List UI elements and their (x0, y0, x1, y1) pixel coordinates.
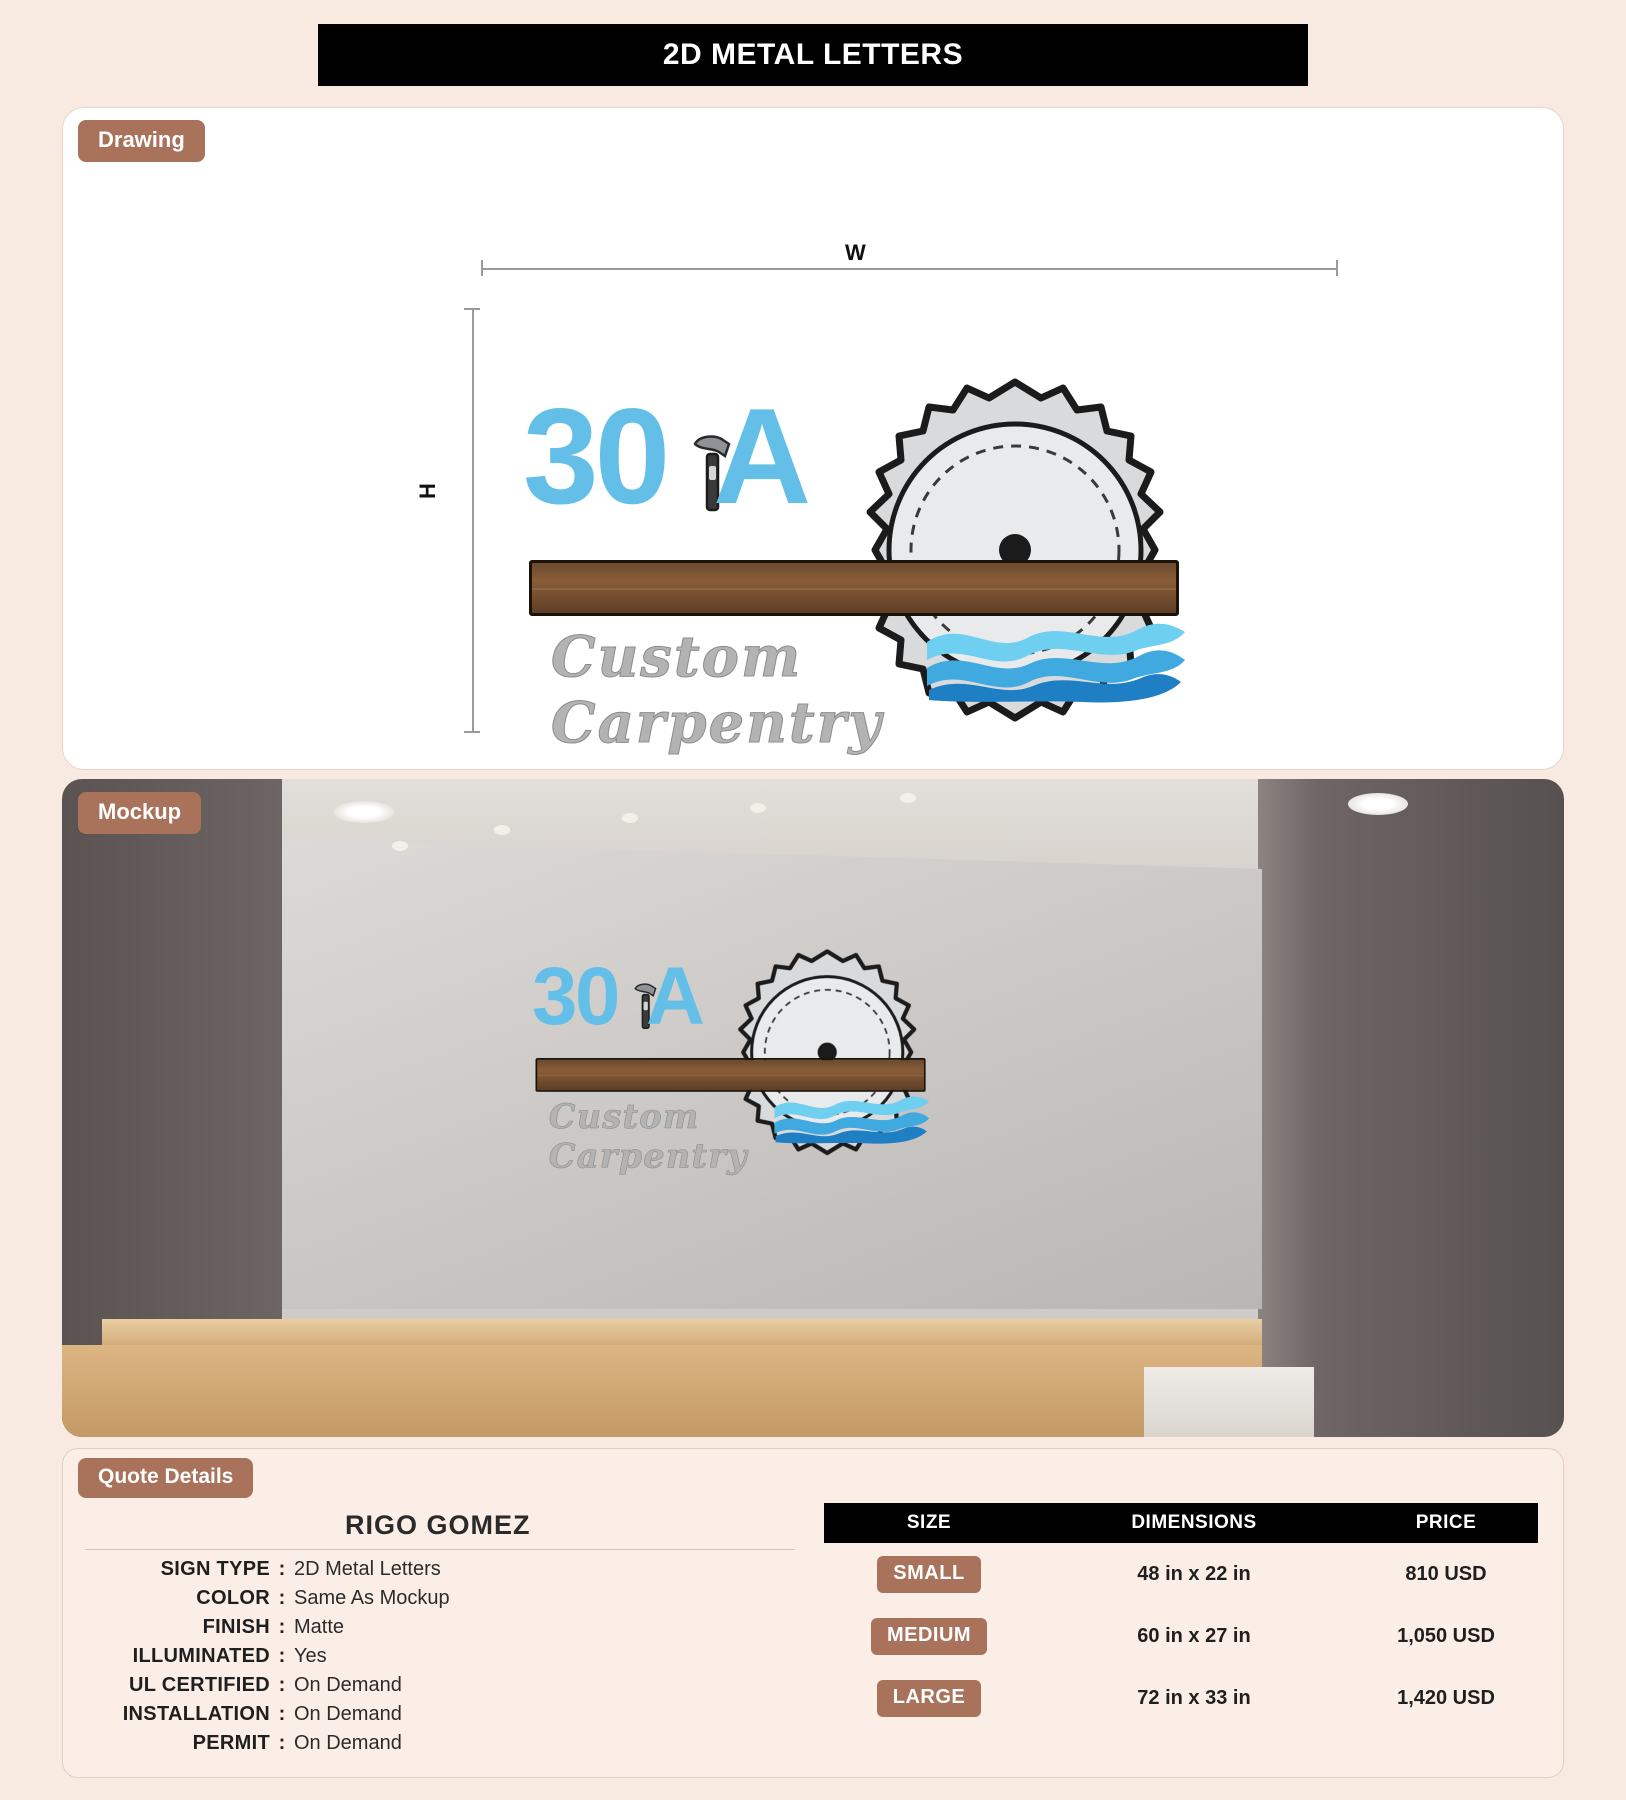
ceiling-spot (750, 803, 766, 813)
spec-colon: : (278, 1674, 286, 1696)
wood-plank (529, 560, 1179, 616)
mockup-panel (62, 779, 1564, 1437)
ceiling-light (1348, 793, 1408, 815)
quote-section-tag: Quote Details (78, 1458, 253, 1498)
spec-row (78, 1732, 798, 1761)
column-header-dimensions: DIMENSIONS (1131, 1512, 1257, 1533)
height-tick-bottom (464, 731, 480, 733)
spec-colon: : (278, 1703, 286, 1725)
spec-label: ILLUMINATED (132, 1645, 270, 1667)
logo-script-text: Custom Carpentry (548, 1096, 748, 1176)
spec-colon: : (278, 1616, 286, 1638)
spec-value: On Demand (294, 1732, 402, 1754)
size-cell (824, 1680, 1034, 1717)
spec-colon: : (278, 1645, 286, 1667)
logo-script-text: Custom Carpentry (551, 624, 883, 756)
spec-value: On Demand (294, 1703, 402, 1725)
spec-row (78, 1587, 798, 1616)
spec-colon: : (278, 1558, 286, 1580)
spec-colon: : (278, 1732, 286, 1754)
page-title: 2D METAL LETTERS (662, 38, 964, 71)
logo-letter: A (713, 380, 812, 532)
height-tick-top (464, 308, 480, 310)
spec-value: Yes (294, 1645, 327, 1667)
pricing-table-header (824, 1503, 1538, 1543)
spec-row (78, 1558, 798, 1587)
spec-label: INSTALLATION (122, 1703, 270, 1725)
client-name: RIGO GOMEZ (345, 1510, 531, 1540)
table-row (824, 1605, 1538, 1667)
logo-number: 30 (532, 950, 618, 1042)
price-cell: 1,050 USD (1397, 1624, 1495, 1647)
pricing-table (824, 1503, 1538, 1729)
table-row (824, 1543, 1538, 1605)
mockup-room (62, 779, 1564, 1437)
spec-label: PERMIT (192, 1732, 270, 1754)
wave-icon (772, 1092, 932, 1146)
dimensions-cell: 48 in x 22 in (1137, 1562, 1251, 1585)
size-badge: SMALL (877, 1556, 980, 1593)
floor-front (62, 1345, 1262, 1437)
height-dimension-label: H (414, 483, 440, 499)
width-tick-right (1336, 260, 1338, 276)
spec-value: On Demand (294, 1674, 402, 1696)
divider (85, 1549, 795, 1550)
size-cell (824, 1618, 1034, 1655)
width-dimension-label: W (845, 240, 866, 265)
spec-row (78, 1674, 798, 1703)
drawing-panel (62, 107, 1564, 770)
floor-top (102, 1319, 1262, 1345)
spec-value: Matte (294, 1616, 345, 1638)
column-header-price: PRICE (1415, 1512, 1477, 1533)
price-cell: 1,420 USD (1397, 1686, 1495, 1709)
spec-value: 2D Metal Letters (294, 1558, 441, 1580)
right-wall (1318, 779, 1564, 1437)
logo-number: 30 (523, 380, 667, 532)
page-title-bar (318, 24, 1308, 86)
column-header-size: SIZE (906, 1512, 952, 1533)
spec-label: SIGN TYPE (160, 1558, 270, 1580)
ceiling-spot (900, 793, 916, 803)
spec-row (78, 1703, 798, 1732)
ceiling-light (334, 801, 394, 823)
mockup-section-tag: Mockup (78, 792, 201, 834)
width-dimension-line (481, 268, 1336, 270)
dimensions-cell: 72 in x 33 in (1137, 1686, 1251, 1709)
price-cell: 810 USD (1405, 1562, 1487, 1585)
spec-value: Same As Mockup (294, 1587, 450, 1609)
wood-plank (536, 1058, 926, 1092)
width-tick-left (481, 260, 483, 276)
wave-icon (923, 616, 1189, 706)
spec-row (78, 1616, 798, 1645)
drawing-canvas (63, 108, 1563, 769)
spec-list (78, 1558, 798, 1761)
spec-row (78, 1645, 798, 1674)
dimensions-cell: 60 in x 27 in (1137, 1624, 1251, 1647)
height-dimension-line (472, 308, 474, 731)
spec-label: UL CERTIFIED (128, 1674, 270, 1696)
spec-label: FINISH (202, 1616, 270, 1638)
logo-letter: A (646, 950, 705, 1042)
plinth-block (1144, 1367, 1314, 1437)
right-wall-panel (1258, 779, 1318, 1437)
size-badge: LARGE (877, 1680, 982, 1717)
ceiling-spot (622, 813, 638, 823)
drawing-section-tag: Drawing (78, 120, 205, 162)
spec-label: COLOR (196, 1587, 270, 1609)
size-cell (824, 1556, 1034, 1593)
spec-colon: : (278, 1587, 286, 1609)
ceiling-spot (392, 841, 408, 851)
ceiling-spot (494, 825, 510, 835)
size-badge: MEDIUM (871, 1618, 987, 1655)
table-row (824, 1667, 1538, 1729)
